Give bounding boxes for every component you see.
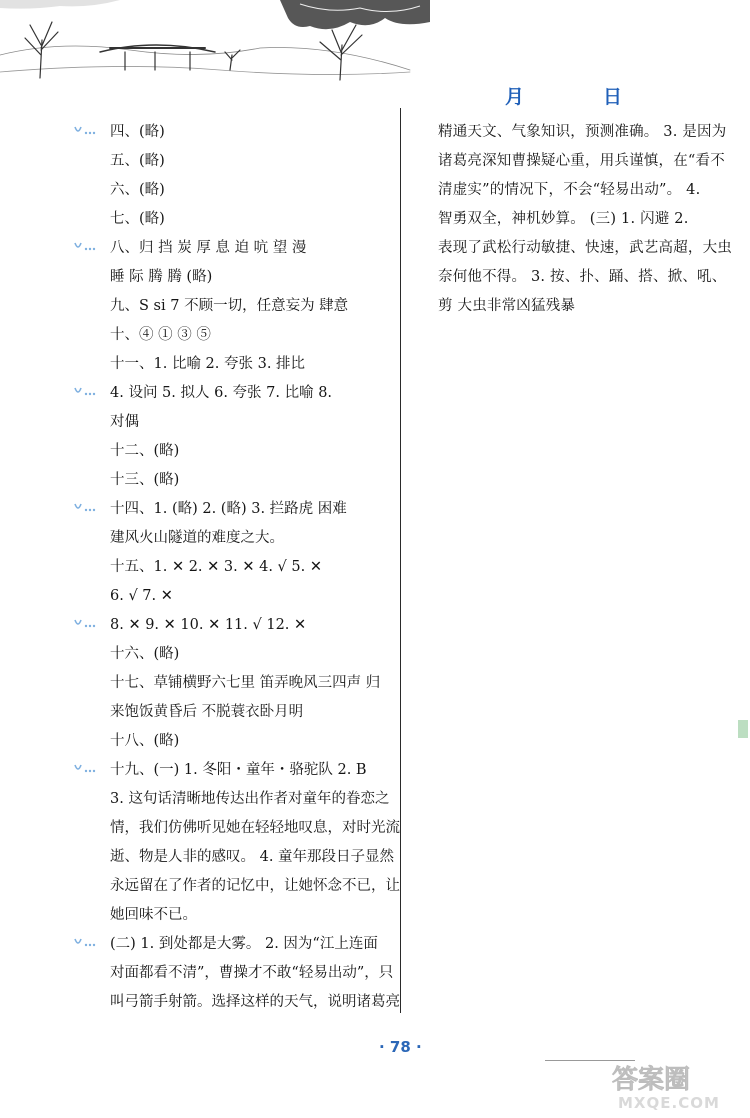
pen-marker-icon <box>74 763 96 773</box>
answer-line <box>110 176 395 205</box>
answer-line <box>110 466 395 495</box>
answer-text: 对面都看不清”，曹操才不敢“轻易出动”，只 <box>110 965 394 981</box>
answer-line <box>110 524 395 553</box>
answer-line <box>110 988 400 1017</box>
answer-line <box>110 379 395 408</box>
answer-line: 清虚实”的情况下，不会“轻易出动”。 4. <box>438 182 701 198</box>
answer-text: 3. 这句话清晰地传达出作者对童年的眷恋之 <box>110 791 390 807</box>
day-label: 日 <box>603 86 624 108</box>
right-answer-column <box>438 118 732 321</box>
pen-marker-icon <box>74 618 96 628</box>
answer-text: 十七、草铺横野六七里 笛弄晚风三四声 归 <box>110 675 381 691</box>
answer-line: 奈何他不得。 3. 按、扑、踊、搭、掀、吼、 <box>438 269 727 285</box>
answer-text: (二) 1. 到处都是大雾。 2. 因为“江上连面 <box>110 936 378 952</box>
answer-text: 逝、物是人非的感叹。 4. 童年那段日子显然 <box>110 849 395 865</box>
pen-marker-icon <box>74 386 96 396</box>
answer-text: 五、(略) <box>110 153 165 169</box>
answer-text: 6. √ 7. ✕ <box>110 588 173 604</box>
answer-line: 剪 大虫非常凶猛残暴 <box>438 298 576 314</box>
answer-line <box>110 611 395 640</box>
answer-line <box>110 843 395 872</box>
answer-line <box>110 292 395 321</box>
answer-text: 九、S si 7 不顾一切，任意妄为 肆意 <box>110 298 349 314</box>
answer-text: 六、(略) <box>110 182 165 198</box>
pen-marker-icon <box>74 937 96 947</box>
answer-line <box>110 727 395 756</box>
answer-text: 四、(略) <box>110 124 165 140</box>
answer-line <box>110 350 395 379</box>
answer-line: 智勇双全，神机妙算。 (三) 1. 闪避 2. <box>438 211 689 227</box>
answer-line <box>110 640 395 669</box>
answer-text: 永远留在了作者的记忆中，让她怀念不已，让 <box>110 878 400 894</box>
answer-line <box>110 495 395 524</box>
answer-line: 精通天文、气象知识，预测准确。 3. 是因为 <box>438 124 727 140</box>
answer-line <box>110 930 395 959</box>
answer-line: 诸葛亮深知曹操疑心重，用兵谨慎，在“看不 <box>438 153 725 169</box>
watermark-url: MXQE.COM <box>618 1094 720 1112</box>
pen-marker-icon <box>74 125 96 135</box>
page-number: · 78 · <box>379 1038 422 1056</box>
edge-color-tab <box>738 720 748 738</box>
answer-line <box>110 872 400 901</box>
answer-line <box>110 756 395 785</box>
answer-text: 十一、1. 比喻 2. 夸张 3. 排比 <box>110 356 306 372</box>
watermark-logo <box>604 1056 744 1114</box>
watermark-text: 答案圈 <box>612 1065 691 1095</box>
answer-line <box>110 437 395 466</box>
answer-line <box>110 263 395 292</box>
answer-text: 十五、1. ✕ 2. ✕ 3. ✕ 4. √ 5. ✕ <box>110 559 322 575</box>
answer-text: 十、④ ① ③ ⑤ <box>110 327 211 343</box>
answer-text: 对偶 <box>110 414 139 430</box>
answer-text: 叫弓箭手射箭。选择这样的天气，说明诸葛亮 <box>110 994 400 1010</box>
header-illustration <box>0 0 430 85</box>
answer-text: 4. 设问 5. 拟人 6. 夸张 7. 比喻 8. <box>110 385 333 401</box>
answer-line <box>110 901 395 930</box>
answer-text: 8. ✕ 9. ✕ 10. ✕ 11. √ 12. ✕ <box>110 617 307 633</box>
answer-text: 情，我们仿佛听见她在轻轻地叹息，对时光流 <box>110 820 400 836</box>
answer-line <box>110 582 395 611</box>
answer-text: 八、归 挡 炭 厚 息 迫 吭 望 漫 <box>110 240 307 256</box>
answer-text: 十九、(一) 1. 冬阳・童年・骆驼队 2. B <box>110 762 367 778</box>
answer-text: 七、(略) <box>110 211 165 227</box>
answer-line <box>110 814 400 843</box>
month-label: 月 <box>505 86 526 108</box>
answer-text: 建风火山隧道的难度之大。 <box>110 530 284 546</box>
answer-text: 她回味不已。 <box>110 907 197 923</box>
answer-line <box>110 669 395 698</box>
answer-line <box>110 118 395 147</box>
column-divider <box>400 108 401 1013</box>
answer-line <box>110 147 395 176</box>
answer-line <box>110 408 395 437</box>
answer-line <box>110 959 395 988</box>
answer-text: 来饱饭黄昏后 不脱蓑衣卧月明 <box>110 704 304 720</box>
date-header <box>505 82 624 109</box>
answer-text: 十四、1. (略) 2. (略) 3. 拦路虎 困难 <box>110 501 347 517</box>
left-answer-column <box>110 118 400 1017</box>
answer-line <box>110 205 395 234</box>
answer-text: 十六、(略) <box>110 646 180 662</box>
answer-text: 十二、(略) <box>110 443 180 459</box>
answer-text: 睡 际 腾 腾 (略) <box>110 269 213 285</box>
answer-line <box>110 698 395 727</box>
answer-line <box>110 234 395 263</box>
answer-text: 十八、(略) <box>110 733 180 749</box>
pen-marker-icon <box>74 241 96 251</box>
answer-line <box>110 785 395 814</box>
answer-text: 十三、(略) <box>110 472 180 488</box>
pen-marker-icon <box>74 502 96 512</box>
answer-line: 表现了武松行动敏捷、快速，武艺高超，大虫 <box>438 240 732 256</box>
answer-line <box>110 321 395 350</box>
answer-line <box>110 553 395 582</box>
